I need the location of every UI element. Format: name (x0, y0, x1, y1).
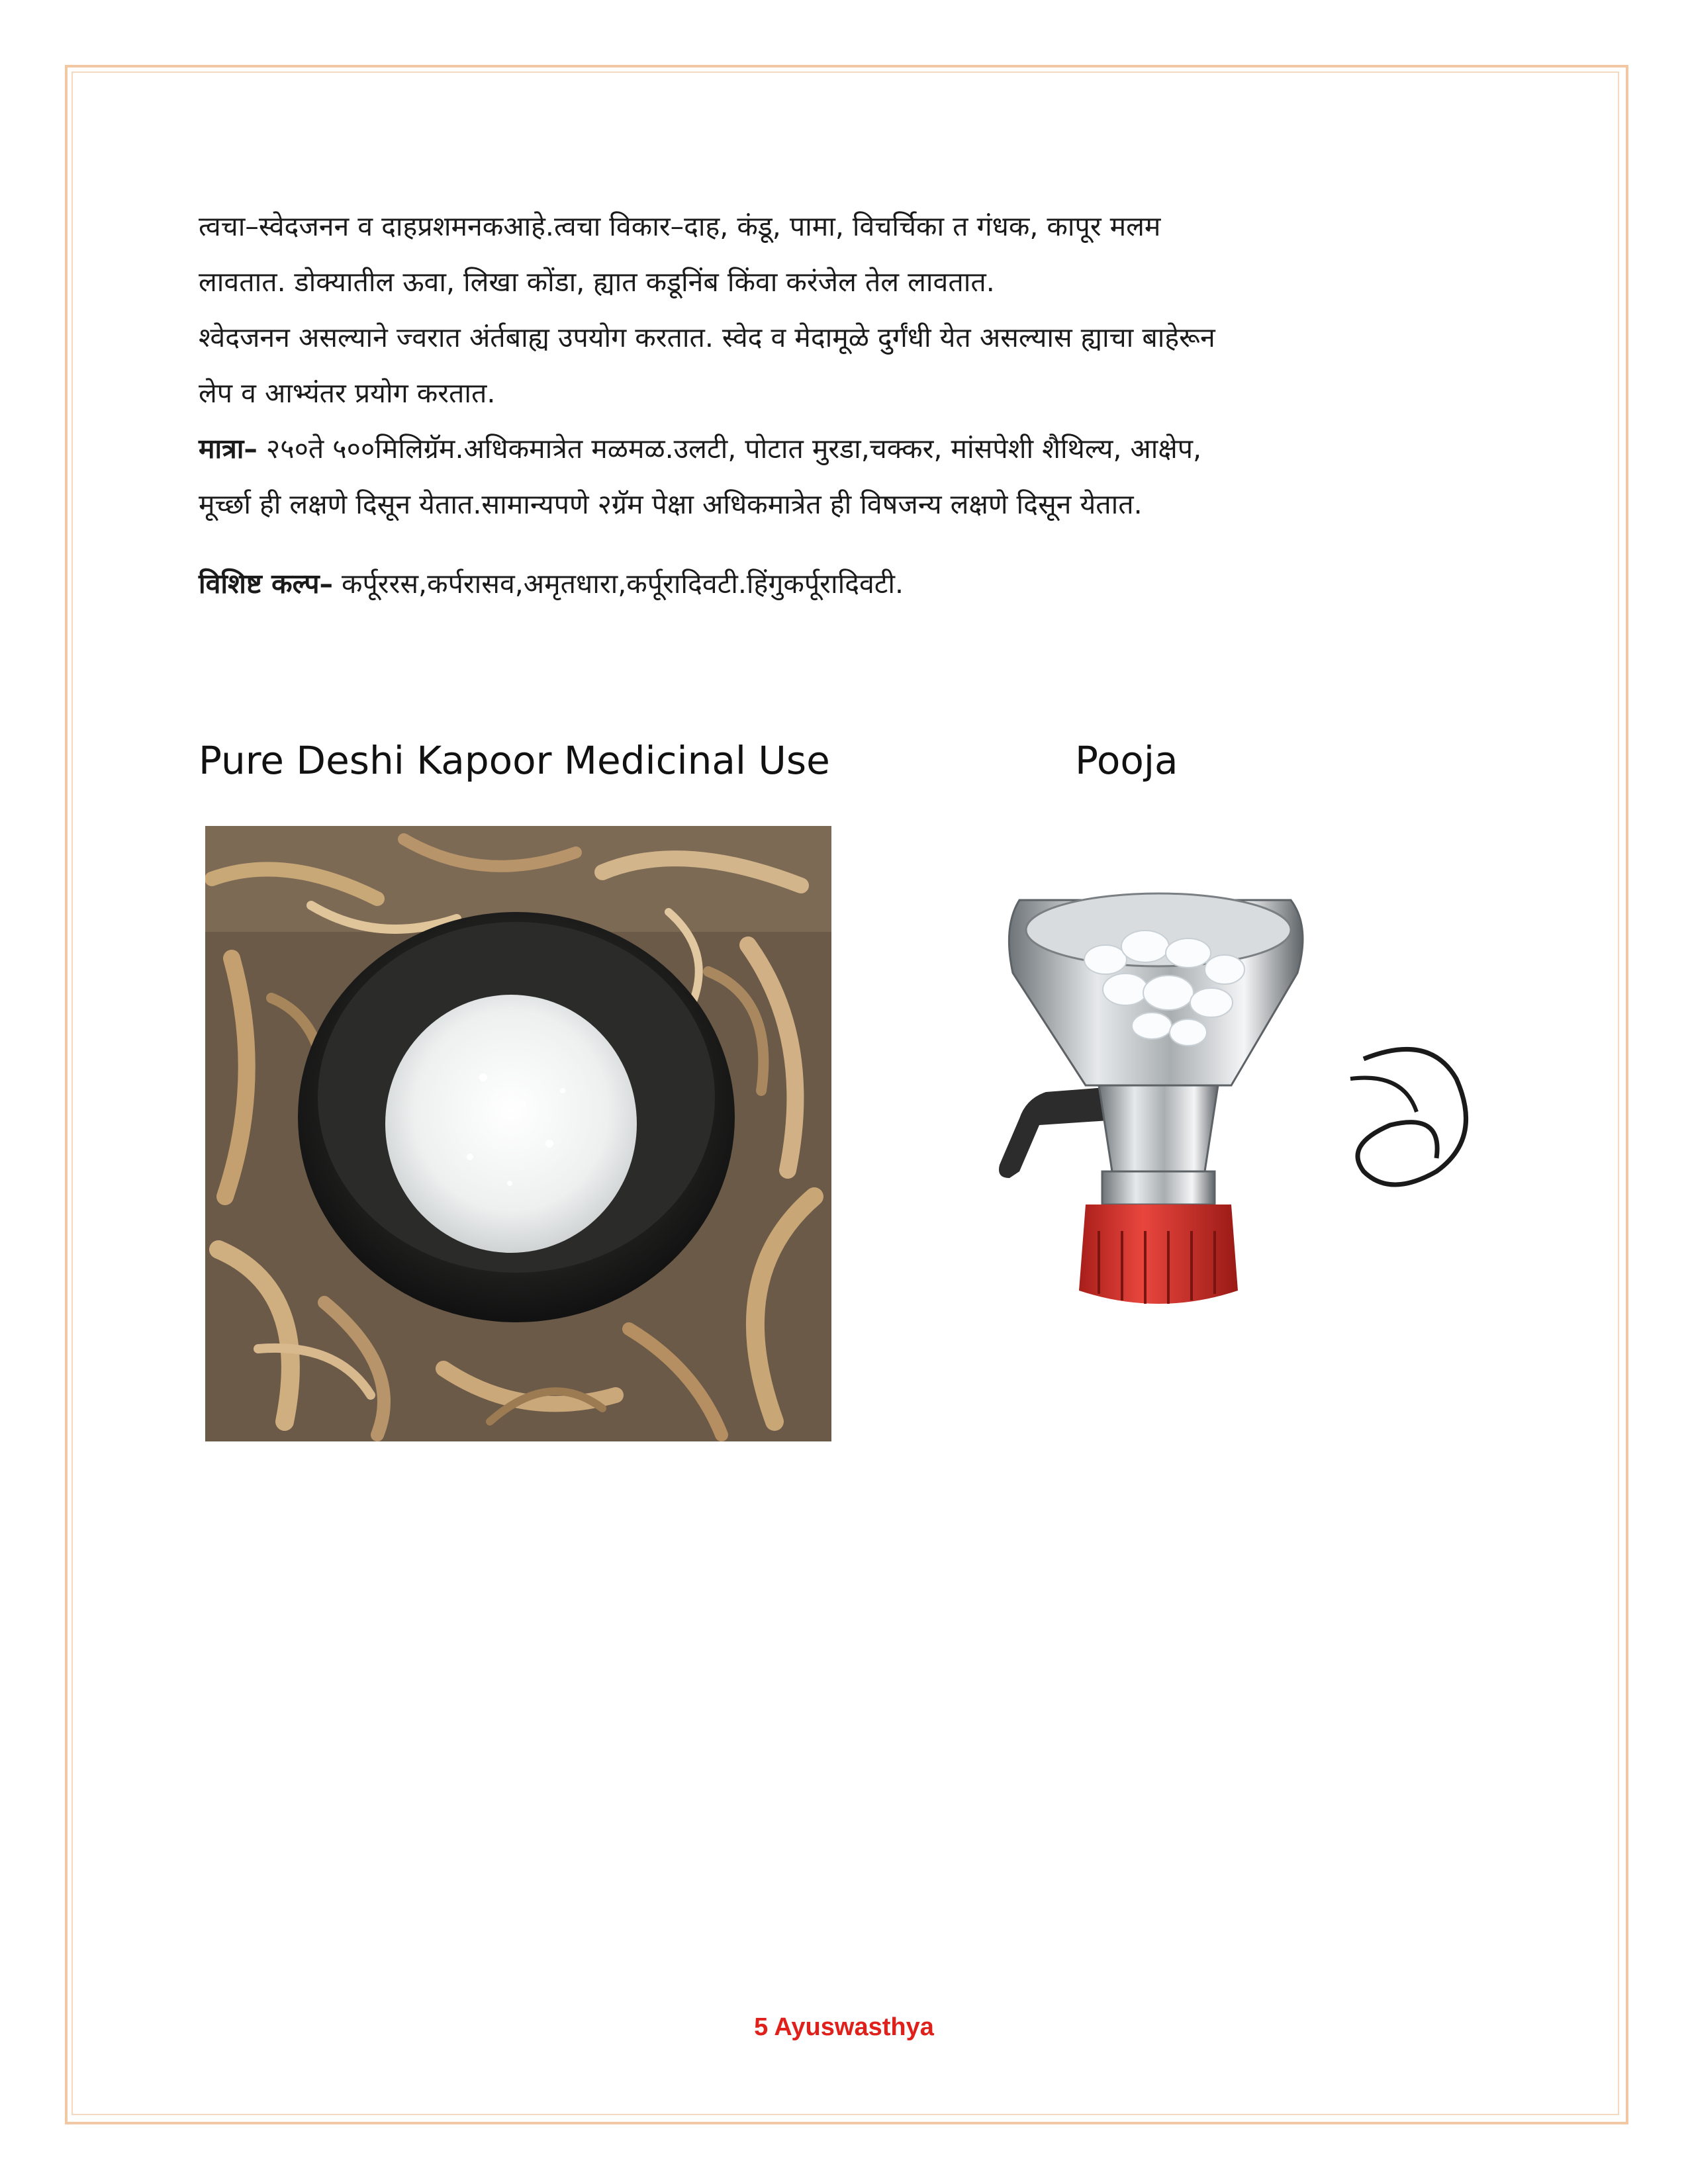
paragraph-line: मूर्च्छा ही लक्षणे दिसून येतात.सामान्यपणे २ग्रॅम पेक्षा अधिकमात्रेत ही विषजन्य लक्षणे दिसून येतात. (199, 488, 1143, 520)
matra-label: मात्रा– (199, 433, 258, 465)
camphor-lamp-image (887, 860, 1489, 1324)
caption-pooja: Pooja (1075, 738, 1178, 783)
page-footer: 5 Ayuswasthya (754, 2013, 934, 2041)
paragraph-line: श्वेदजनन असल्याने ज्वरात अंर्तबाह्य उपयोग करतात. स्वेद व मेदामूळे दुर्गंधी येत असल्यास ह्याचा बाहेरून (199, 322, 1215, 353)
caption-medicinal-use: Pure Deshi Kapoor Medicinal Use (199, 738, 830, 783)
kalpa-line (199, 556, 1496, 612)
camphor-bowl-image (205, 826, 831, 1441)
matra-line-1 (199, 421, 1496, 477)
kalpa-text: कर्पूररस,कर्परासव,अमृतधारा,कर्पूरादिवटी.हिंगुकर्पूरादिवटी. (333, 568, 904, 600)
paragraph-line: त्वचा–स्वेदजनन व दाहप्रशमनकआहे.त्वचा विकार–दाह, कंडू, पामा, विचर्चिका त गंधक, कापूर मलम (199, 210, 1161, 242)
paragraph-line: लेप व आभ्यंतर प्रयोग करतात. (199, 377, 496, 409)
body-text (199, 199, 1496, 612)
paragraph-line: लावतात. डोक्यातील ऊवा, लिखा कोंडा, ह्यात कडूनिंब किंवा करंजेल तेल लावतात. (199, 266, 995, 298)
matra-text: २५०ते ५००मिलिग्रॅम.अधिकमात्रेत मळमळ.उलटी, पोटात मुरडा,चक्कर, मांसपेशी शैथिल्य, आक्षेप, (257, 433, 1202, 465)
kalpa-label: विशिष्ट कल्प– (199, 568, 333, 600)
